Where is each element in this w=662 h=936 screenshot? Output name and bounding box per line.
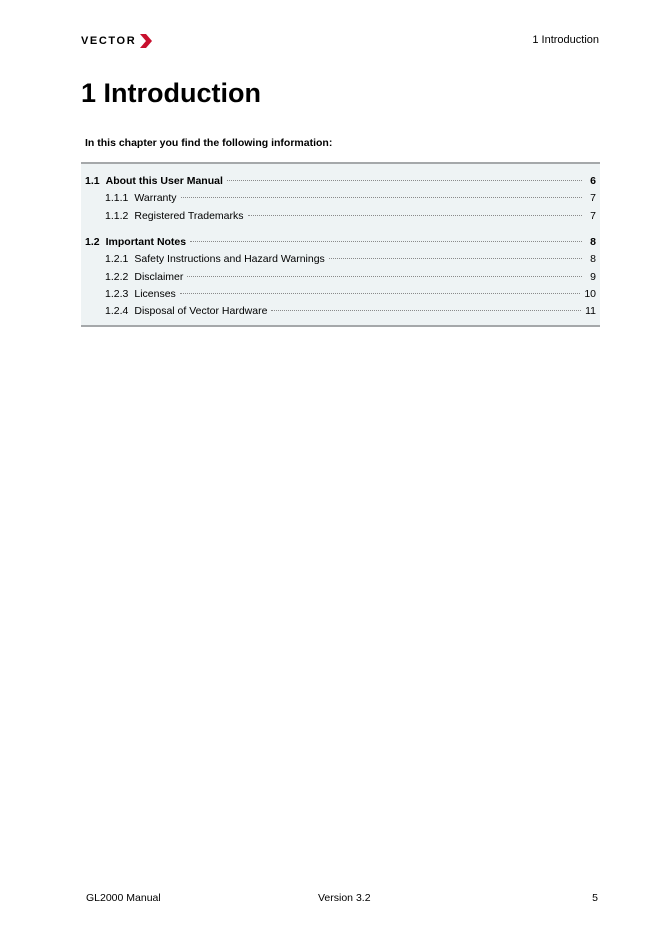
chevron-right-icon <box>139 33 153 49</box>
toc-entry-1-2[interactable] <box>81 235 600 249</box>
toc-entry-1-1[interactable] <box>81 174 600 188</box>
toc-leader <box>329 258 582 259</box>
toc-label: Warranty <box>134 192 177 204</box>
toc-number: 1.2.1 <box>105 253 129 265</box>
logo-text: VECTOR <box>81 35 137 47</box>
toc-label: Disclaimer <box>134 271 184 283</box>
toc-number: 1.2.3 <box>105 288 129 300</box>
footer-page-number: 5 <box>592 892 598 904</box>
toc-label: Safety Instructions and Hazard Warnings <box>134 253 325 265</box>
toc-label: About this User Manual <box>105 175 223 187</box>
toc-number: 1.1.2 <box>105 210 129 222</box>
table-of-contents <box>81 162 600 327</box>
toc-page: 11 <box>585 305 596 317</box>
footer-document-name: GL2000 Manual <box>86 892 161 904</box>
toc-number: 1.2.4 <box>105 305 129 317</box>
toc-entry-1-1-2[interactable] <box>81 209 600 223</box>
toc-entry-1-2-1[interactable] <box>81 252 600 266</box>
toc-entry-1-2-3[interactable] <box>81 287 600 301</box>
toc-leader <box>187 276 582 277</box>
toc-page: 6 <box>590 175 596 187</box>
toc-page: 7 <box>590 210 596 222</box>
footer-version: Version 3.2 <box>318 892 371 904</box>
page-title: 1 Introduction <box>81 78 261 108</box>
toc-number: 1.1.1 <box>105 192 129 204</box>
toc-number: 1.1 <box>85 175 100 187</box>
toc-leader <box>248 215 583 216</box>
toc-label: Registered Trademarks <box>134 210 244 222</box>
toc-page: 10 <box>584 288 596 300</box>
toc-page: 9 <box>590 271 596 283</box>
chapter-intro: In this chapter you find the following information: <box>85 137 333 149</box>
toc-leader <box>227 180 582 181</box>
toc-label: Disposal of Vector Hardware <box>134 305 268 317</box>
toc-leader <box>180 293 581 294</box>
toc-label: Licenses <box>134 288 176 300</box>
running-header: 1 Introduction <box>532 34 599 46</box>
toc-number: 1.2 <box>85 236 100 248</box>
toc-page: 8 <box>590 253 596 265</box>
toc-entry-1-2-4[interactable] <box>81 304 600 318</box>
toc-page: 8 <box>590 236 596 248</box>
toc-leader <box>271 310 581 311</box>
vector-logo <box>81 33 153 49</box>
toc-number: 1.2.2 <box>105 271 129 283</box>
toc-entry-1-1-1[interactable] <box>81 191 600 205</box>
toc-leader <box>190 241 582 242</box>
toc-entry-1-2-2[interactable] <box>81 270 600 284</box>
toc-page: 7 <box>590 192 596 204</box>
toc-leader <box>181 197 582 198</box>
toc-label: Important Notes <box>105 236 187 248</box>
